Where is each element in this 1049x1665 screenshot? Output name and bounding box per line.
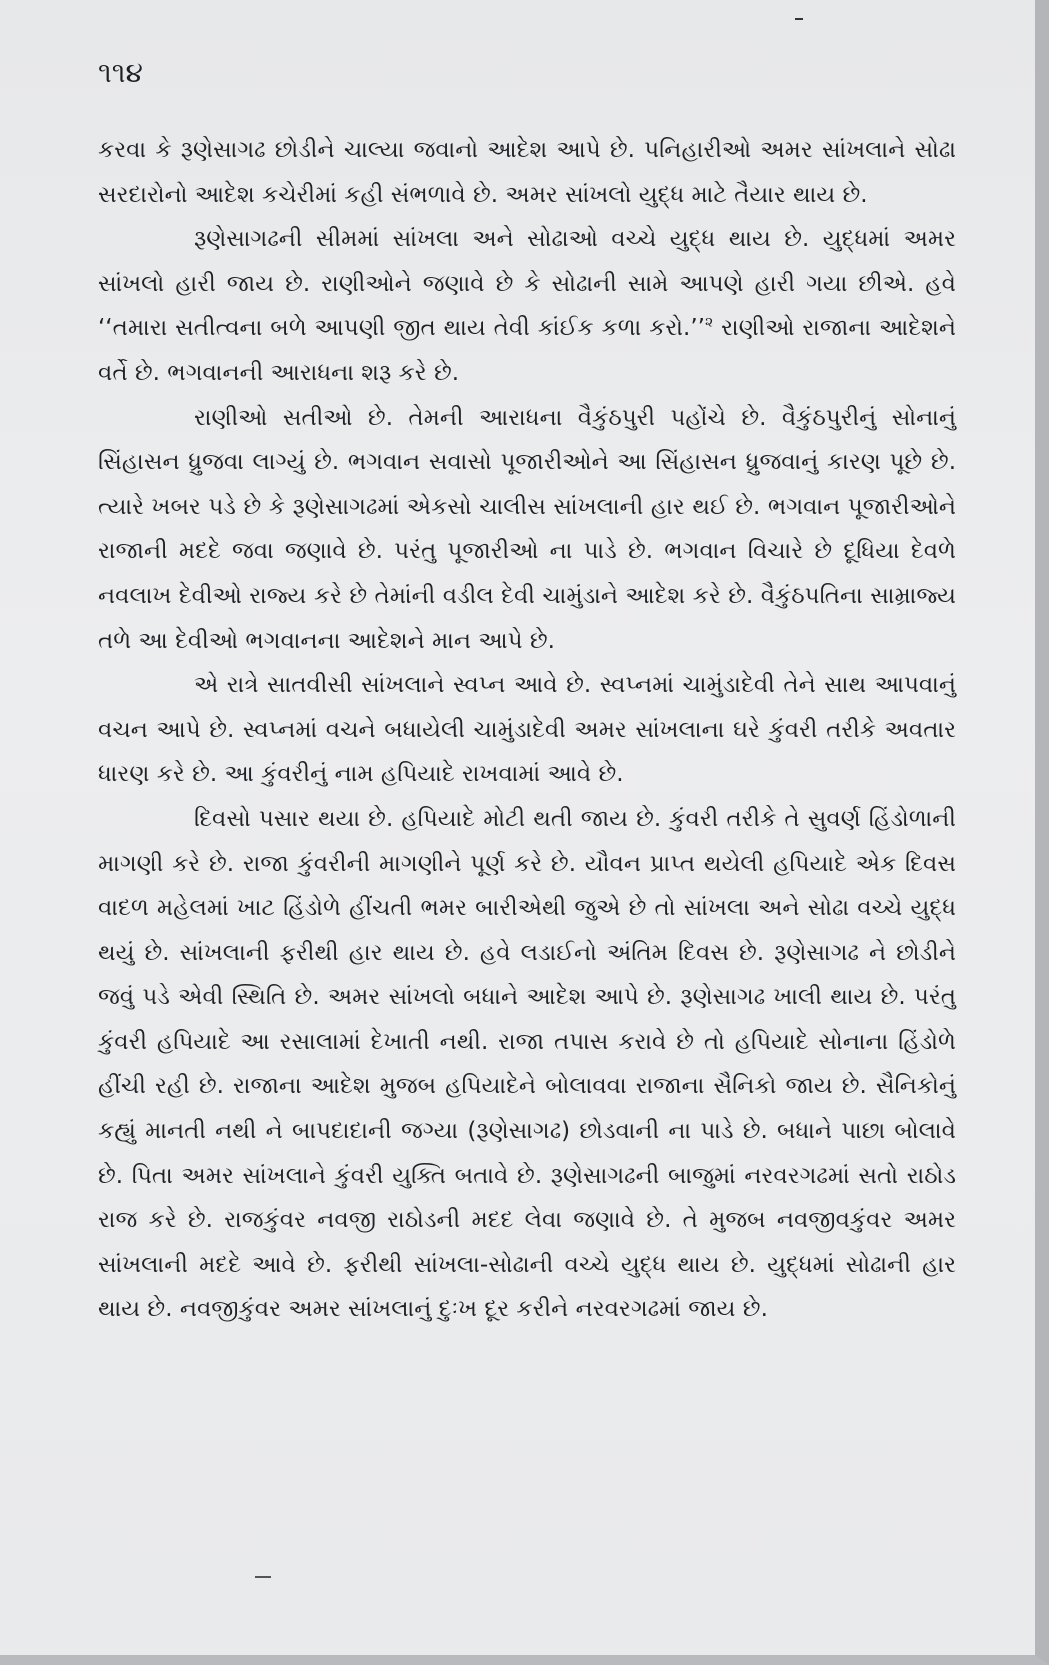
body-text	[98, 128, 956, 1332]
paragraph-4: એ રાત્રે સાતવીસી સાંખલાને સ્વપ્ન આવે છે. સ્વપ્નમાં ચામુંડાદેવી તેને સાથ આપવાનું વચન આપે છે. સ્વપ્નમાં વચને બધાયેલી ચામુંડાદેવી અમર સાંખલાના ઘરે કુંવરી તરીકે અવતાર ધારણ કરે છે. આ કુંવરીનું નામ હપિયાદે રાખવામાં આવે છે.	[98, 672, 956, 788]
paragraph-5: દિવસો પસાર થયા છે. હપિયાદે મોટી થતી જાય છે. કુંવરી તરીકે તે સુવર્ણ હિંડોળાની માગણી કરે છે. રાજા કુંવરીની માગણીને પૂર્ણ કરે છે. યૌવન પ્રાપ્ત થયેલી હપિયાદે એક દિવસ વાદળ મહેલમાં ખાટ હિંડોળે હીંચતી ભમર બારીએથી જુએ છે તો સાંખલા અને સોઢા વચ્ચે યુદ્ધ થયું છે. સાંખલાની ફરીથી હાર થાય છે. હવે લડાઈનો અંતિમ દિવસ છે. રૂણેસાગઢ ને છોડીને જવું પડે એવી સ્થિતિ છે. અમર સાંખલો બધાને આદેશ આપે છે. રૂણેસાગઢ ખાલી થાય છે. પરંતુ કુંવરી હપિયાદે આ રસાલામાં દેખાતી નથી. રાજા તપાસ કરાવે છે તો હપિયાદે સોનાના હિંડોળે હીંચી રહી છે. રાજાના આદેશ મુજબ હપિયાદેને બોલાવવા રાજાના સૈનિકો જાય છે. સૈનિકોનું કહ્યું માનતી નથી ને બાપદાદાની જગ્યા (રૂણેસાગઢ) છોડવાની ના પાડે છે. બધાને પાછા બોલાવે છે. પિતા અમર સાંખલાને કુંવરી યુક્તિ બતાવે છે. રૂણેસાગઢની બાજુમાં નરવરગઢમાં સતો રાઠોડ રાજ કરે છે. રાજકુંવર નવજી રાઠોડની મદદ લેવા જણાવે છે. તે મુજબ નવજીવકુંવર અમર સાંખલાની મદદે આવે છે. ફરીથી સાંખલા-સોઢાની વચ્ચે યુદ્ધ થાય છે. યુદ્ધમાં સોઢાની હાર થાય છે. નવજીકુંવર અમર સાંખલાનું દુઃખ દૂર કરીને નરવરગઢમાં જાય છે.	[98, 805, 956, 1323]
bottom-mark	[255, 1576, 271, 1578]
paragraph-3: રાણીઓ સતીઓ છે. તેમની આરાધના વૈકુંઠપુરી પહોંચે છે. વૈકુંઠપુરીનું સોનાનું સિંહાસન ધ્રુજવા લાગ્યું છે. ભગવાન સવાસો પૂજારીઓને આ સિંહાસન ધ્રુજવાનું કારણ પૂછે છે. ત્યારે ખબર પડે છે કે રૂણેસાગઢમાં એકસો ચાલીસ સાંખલાની હાર થઈ છે. ભગવાન પૂજારીઓને રાજાની મદદે જવા જણાવે છે. પરંતુ પૂજારીઓ ના પાડે છે. ભગવાન વિચારે છે દૂધિયા દેવળે નવલાખ દેવીઓ રાજ્ય કરે છે તેમાંની વડીલ દેવી ચામુંડાને આદેશ કરે છે. વૈકુંઠપતિના સામ્રાજ્ય તળે આ દેવીઓ ભગવાનના આદેશને માન આપે છે.	[98, 404, 956, 654]
paragraph-2-tail: રાણીઓ રાજાના આદેશને વર્તે છે. ભગવાનની આરાધના શરૂ કરે છે.	[98, 315, 956, 386]
top-mark	[795, 18, 803, 20]
paragraph-1: કરવા કે રૂણેસાગઢ છોડીને ચાલ્યા જવાનો આદેશ આપે છે. પનિહારીઓ અમર સાંખલાને સોઢા સરદારોનો આદેશ કચેરીમાં કહી સંભળાવે છે. અમર સાંખલો યુદ્ધ માટે તૈયાર થાય છે.	[98, 137, 956, 208]
paragraph-2	[98, 217, 956, 395]
paragraph-2-text: રૂણેસાગઢની સીમમાં સાંખલા અને સોઢાઓ વચ્ચે યુદ્ધ થાય છે. યુદ્ધમાં અમર સાંખલો હારી જાય છે. રાણીઓને જણાવે છે કે સોઢાની સામે આપણે હારી ગયા છીએ. હવે ‘‘તમારા સતીત્વના બળે આપણી જીત થાય તેવી કાંઈક કળા કરો.’’	[98, 226, 956, 342]
footnote-ref: ૨	[704, 314, 714, 331]
page-number: ૧૧૪	[98, 56, 143, 89]
